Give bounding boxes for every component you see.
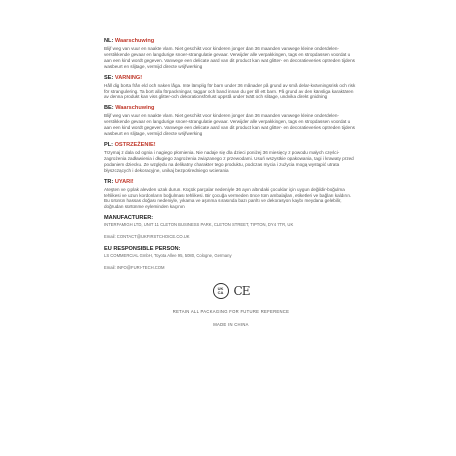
warning-section-pl <box>104 142 358 174</box>
section-heading <box>104 38 358 45</box>
language-code: BE: <box>104 105 114 112</box>
ukca-top: UK <box>217 286 224 292</box>
section-heading <box>104 105 358 112</box>
eu-responsible-email: Email: INFO@FURI-TECH.COM <box>104 265 165 271</box>
language-code: NL: <box>104 38 114 44</box>
label-content <box>104 38 358 327</box>
warning-text: Trzymaj z dala od ognia i nagiego płomienia. Nie nadaje się dla dzieci poniżej 36 miesięcy z powodu małych części-zagrożenia zadławienia i długiego zagrożenia związanego z przewodami. Usuń wszystkie opakowania, tagi i krawaty przed podaniem dziecku. Ze względu na delikatny charakter tego produktu, podczas mycia i zużycia mogą wystąpić utrata błyszczących i dekoracyjne, unikaj bezpośredniego wcierania <box>104 149 354 173</box>
warning-title: UYARI! <box>114 178 134 185</box>
warning-title: Waarschuwing <box>115 105 155 112</box>
warning-section-tr <box>104 179 358 211</box>
ukca-bottom: CA <box>217 290 224 296</box>
conformity-marks <box>104 283 358 299</box>
language-code: SE: <box>104 74 114 81</box>
warning-section-se <box>104 75 358 101</box>
section-heading <box>104 75 358 82</box>
warning-title: VARNING! <box>114 74 143 81</box>
warning-text: Håll dig borta från eld och naken låga. Inte lämplig för barn under 36 månader på grund av små delar-kvävningsrisk och risk för strangulering. Ta bort alla förpackningar, taggar och band innan du ger till ett barn. På grund av den känsliga karaktären av denna produkt kan viss glitter-och dekorationsförlust uppstå under tvätt och slitage, undvika direkt gnidning <box>104 82 356 100</box>
manufacturer-label: MANUFACTURER: <box>104 215 154 222</box>
warning-section-nl <box>104 38 358 70</box>
warning-section-be <box>104 105 358 137</box>
country-of-origin: MADE IN CHINA <box>213 322 249 328</box>
manufacturer-email: Email: CONTACT@UKFIRSTCHOICE.CO.UK <box>104 234 190 240</box>
warning-text: Ateşten ve çıplak alevden uzak durun. Küçük parçalar nedeniyle 36 ayın altındaki çocuklar için uygun değildir-boğulma tehlikesi ve uzun kordonların boğulması tehlikesi. Bir çocuğa vermeden önce tüm ambalajları, etiketleri ve bağları kaldırın. Bu ürünün hassas doğası nedeniyle, yıkama ve aşınma sırasında bazı parıltı ve dekorasyon kaybı meydana gelebilir, doğrudan sürtünme eyleminden kaçının <box>104 186 352 210</box>
manufacturer-address: INTERFAMIGH LTD, UNIT 11 CLETON BUSINESS PARK, CLETON STREET, TIPTON, DY4 7TR, UK <box>104 222 294 228</box>
section-heading <box>104 179 358 186</box>
retain-packaging-note: RETAIN ALL PACKAGING FOR FUTURE REFERENCE <box>172 309 290 315</box>
language-code: TR: <box>104 178 114 185</box>
warning-title: Waarschuwing <box>114 38 155 44</box>
ukca-mark-icon <box>213 283 229 299</box>
ce-mark-icon: CE <box>233 284 250 299</box>
language-code: PL: <box>104 141 114 148</box>
eu-responsible-label: EU RESPONSIBLE PERSON: <box>104 246 181 253</box>
warning-text: Blijf weg van vuur en naakte vlam. Niet geschikt voor kinderen jonger dan 36 maanden vanwege kleine onderdelen-verstikkende gevaar en langdurige snoer-strangulatie gevaar. Verwijder alle verpakkingen, tags en stropdassen voordat u aan een kind wordt gegeven. Vanwege een delicate aard van dit product kan wat glitter- en decoratieveries optreden tijdens wasbeurt en slijtage, vermijd directe wrijfwerking <box>104 113 355 137</box>
eu-responsible-address: LS COMMERCIAL GmbH, Toyota Allee 95, 5080, Cologne, Germany <box>104 253 232 259</box>
section-heading <box>104 142 358 149</box>
warning-title: OSTRZEŻENIE! <box>114 141 156 148</box>
warning-text: Blijf weg van vuur en naakte vlam. Niet geschikt voor kinderen jonger dan 36 maanden vanwege kleine onderdelen-verstikkende gevaar en langdurige snoer-strangulatie gevaar. Verwijder alle verpakkingen, tags en stropdassen voordat u aan een kind wordt gegeven. Vanwege een delicate aard van dit product kan wat glitter- en decoratieveries optreden tijdens wasbeurt en slijtage, vermijd directe wrijfwerking <box>104 46 355 69</box>
